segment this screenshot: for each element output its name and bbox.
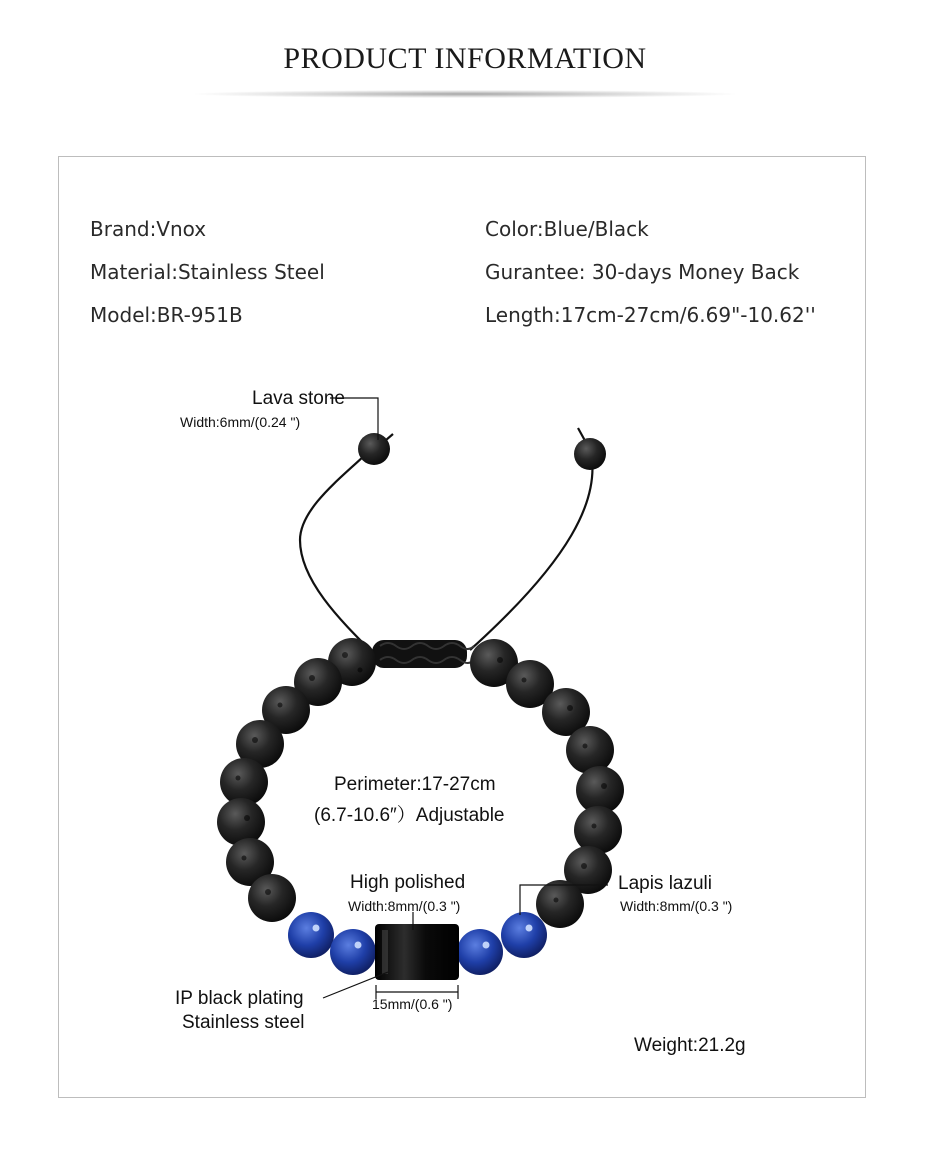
high-polished-label: High polished (350, 872, 466, 893)
spec-length: Length:17cm-27cm/6.69"-10.62'' (485, 303, 816, 327)
tube-length-label: 15mm/(0.6 ") (372, 996, 453, 1012)
page-title: PRODUCT INFORMATION (283, 42, 647, 75)
adjustable-cord (300, 428, 593, 652)
ip-plating-label: IP black plating (175, 988, 304, 1009)
weight-label: Weight:21.2g (634, 1035, 746, 1056)
high-polished-width: Width:8mm/(0.3 ") (348, 898, 461, 914)
perimeter-adjustable: (6.7-10.6″）Adjustable (314, 805, 505, 826)
sliding-knot (372, 640, 474, 668)
lava-stone-label: Lava stone (252, 388, 345, 409)
spec-color: Color:Blue/Black (485, 217, 649, 241)
spec-guarantee: Gurantee: 30-days Money Back (485, 260, 800, 284)
spec-material: Material:Stainless Steel (90, 260, 325, 284)
spec-model: Model:BR-951B (90, 303, 243, 327)
spec-brand: Brand:Vnox (90, 217, 207, 241)
perimeter-label: Perimeter:17-27cm (334, 774, 496, 795)
lapis-lazuli-width: Width:8mm/(0.3 ") (620, 898, 733, 914)
stainless-steel-label: Stainless steel (182, 1012, 305, 1033)
end-bead-right (574, 438, 606, 470)
lapis-lazuli-label: Lapis lazuli (618, 873, 712, 894)
end-bead-left (358, 433, 390, 465)
lava-stone-width: Width:6mm/(0.24 ") (180, 414, 301, 430)
